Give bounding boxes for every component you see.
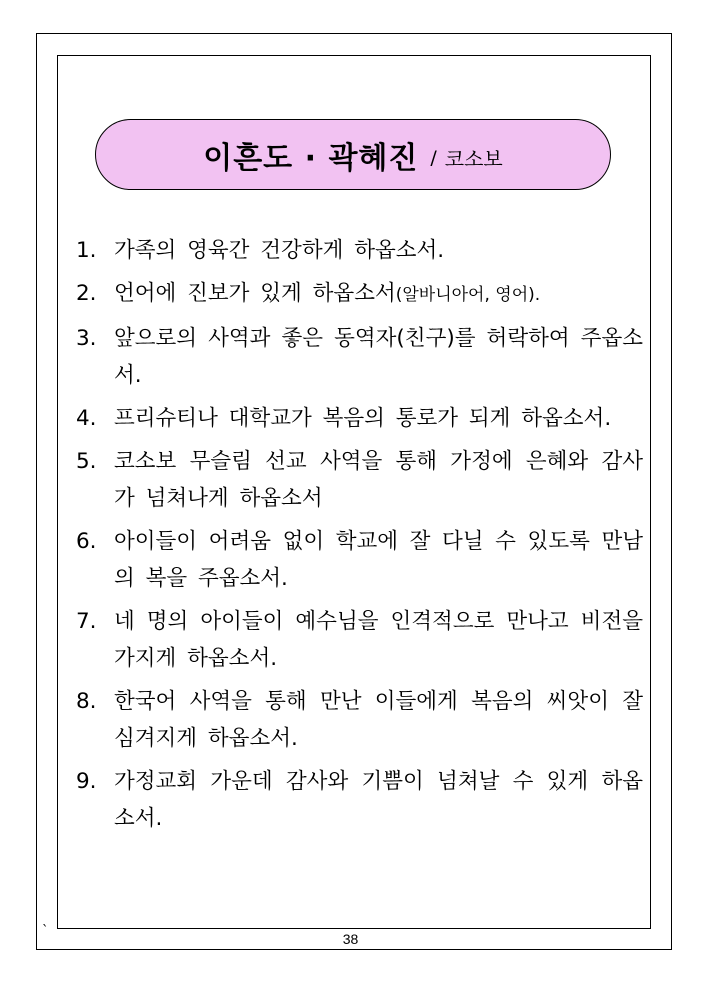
- prayer-text: 가족의 영육간 건강하게 하옵소서.: [114, 238, 445, 263]
- prayer-item: [76, 683, 643, 757]
- prayer-number: 7.: [76, 609, 97, 634]
- prayer-number: 2.: [76, 281, 97, 306]
- prayer-number: 1.: [76, 238, 97, 263]
- missionary-names: 이흔도 · 곽혜진: [203, 140, 419, 176]
- prayer-list: [76, 232, 643, 843]
- footer-mark: `: [42, 924, 49, 939]
- prayer-text: 네 명의 아이들이 예수님을 인격적으로 만나고 비전을 가지게 하옵소서.: [114, 609, 643, 671]
- prayer-number: 3.: [76, 326, 97, 351]
- prayer-item: [76, 603, 643, 677]
- prayer-text: 아이들이 어려움 없이 학교에 잘 다닐 수 있도록 만남의 복을 주옵소서.: [114, 529, 643, 591]
- prayer-item: [76, 275, 643, 314]
- prayer-text: 가정교회 가운데 감사와 기쁨이 넘쳐날 수 있게 하옵소서.: [114, 769, 643, 831]
- prayer-number: 8.: [76, 689, 97, 714]
- title-separator: /: [430, 146, 437, 169]
- prayer-item: [76, 232, 643, 269]
- prayer-text: 코소보 무슬림 선교 사역을 통해 가정에 은혜와 감사가 넘쳐나게 하옵소서: [114, 449, 643, 511]
- prayer-number: 4.: [76, 406, 97, 431]
- prayer-text: 앞으로의 사역과 좋은 동역자(친구)를 허락하여 주옵소서.: [114, 326, 643, 388]
- prayer-number: 5.: [76, 449, 97, 474]
- prayer-text: 언어에 진보가 있게 하옵소서(알바니아어, 영어).: [114, 281, 541, 306]
- prayer-item: [76, 400, 643, 437]
- page-number: 38: [342, 931, 359, 947]
- prayer-note: (알바니아어, 영어).: [395, 285, 541, 305]
- prayer-item: [76, 523, 643, 597]
- prayer-number: 6.: [76, 529, 97, 554]
- prayer-item: [76, 320, 643, 394]
- prayer-item: [76, 763, 643, 837]
- prayer-text: 프리슈티나 대학교가 복음의 통로가 되게 하옵소서.: [114, 406, 612, 431]
- mission-country: 코소보: [444, 147, 503, 171]
- prayer-number: 9.: [76, 769, 97, 794]
- prayer-item: [76, 443, 643, 517]
- prayer-text: 한국어 사역을 통해 만난 이들에게 복음의 씨앗이 잘 심겨지게 하옵소서.: [114, 689, 643, 751]
- title-banner: [95, 119, 611, 190]
